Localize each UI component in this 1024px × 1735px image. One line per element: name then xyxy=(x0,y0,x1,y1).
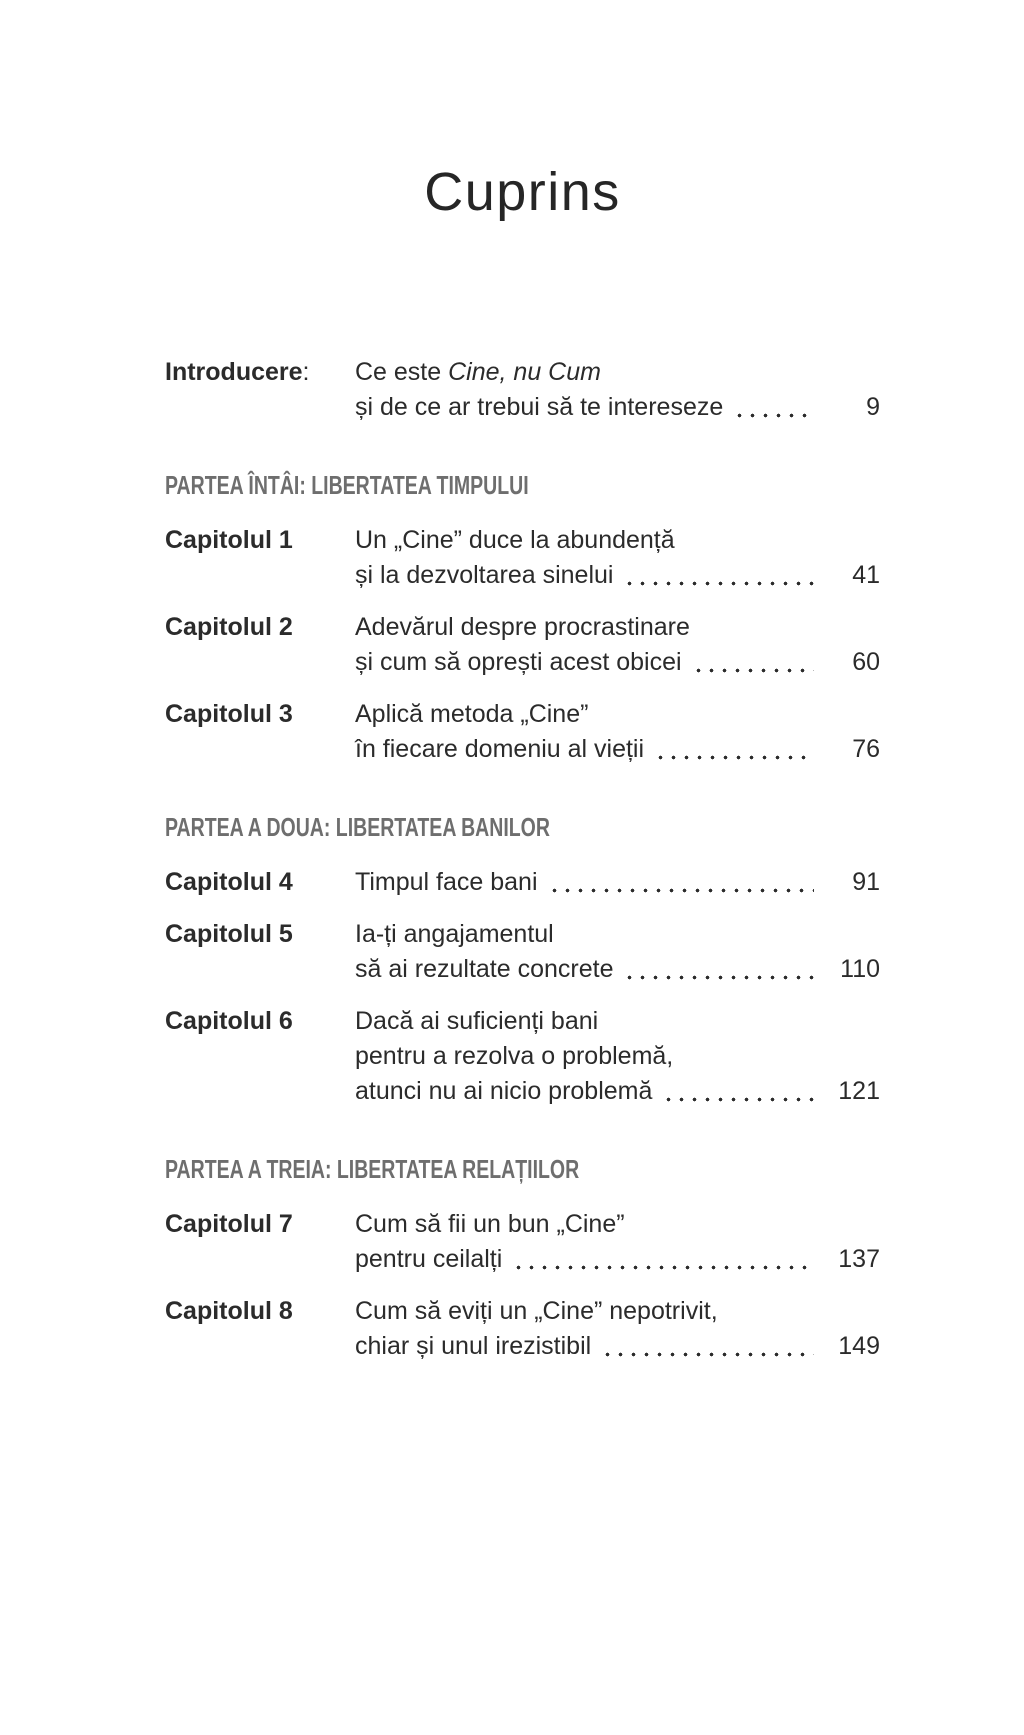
part-heading-1: PARTEA ÎNTÂI: LIBERTATEA TIMPULUI xyxy=(165,470,529,500)
dot-leader xyxy=(692,645,814,680)
dot-leader xyxy=(601,1329,814,1364)
toc-entry-capitolul-8 xyxy=(165,1294,880,1364)
entry-line xyxy=(355,1039,880,1074)
entry-title-line: să ai rezultate concrete xyxy=(355,955,614,983)
entry-line xyxy=(355,1207,880,1242)
entry-title-line: Cum să fii un bun „Cine” xyxy=(355,1210,625,1238)
entry-title-italic: Cine, nu Cum xyxy=(448,358,601,386)
entry-line xyxy=(355,523,880,558)
entry-body xyxy=(355,1294,880,1364)
entry-title-line: Timpul face bani xyxy=(355,868,538,896)
entry-body xyxy=(355,523,880,593)
entry-label: Capitolul 3 xyxy=(165,700,293,728)
dot-leader xyxy=(733,390,814,425)
entry-title-line: atunci nu ai nicio problemă xyxy=(355,1077,653,1105)
entry-body xyxy=(355,917,880,987)
entry-label-colon: : xyxy=(302,358,310,386)
toc-entry-capitolul-6 xyxy=(165,1004,880,1109)
entry-line xyxy=(355,697,880,732)
dot-leader xyxy=(512,1242,814,1277)
toc-entry-capitolul-1 xyxy=(165,523,880,593)
entry-label: Capitolul 5 xyxy=(165,920,293,948)
entry-label: Capitolul 7 xyxy=(165,1210,293,1238)
page-number: 91 xyxy=(852,868,880,896)
entry-title-line: Un „Cine” duce la abundență xyxy=(355,526,675,554)
entry-line xyxy=(355,1242,880,1277)
entry-title-line: Ia-ți angajamentul xyxy=(355,920,554,948)
entry-title-line: Adevărul despre procrastinare xyxy=(355,613,690,641)
entry-body xyxy=(355,697,880,767)
entry-title-line: și la dezvoltarea sinelui xyxy=(355,561,614,589)
toc-entry-capitolul-5 xyxy=(165,917,880,987)
entry-line xyxy=(355,1074,880,1109)
entry-title-line: chiar și unul irezistibil xyxy=(355,1332,592,1360)
entry-title-prefix: Ce este xyxy=(355,358,449,386)
entry-body xyxy=(355,865,880,900)
entry-title-line: Aplică metoda „Cine” xyxy=(355,700,589,728)
entry-line xyxy=(355,1004,880,1039)
entry-body xyxy=(355,1207,880,1277)
entry-line xyxy=(355,1329,880,1364)
toc-page xyxy=(0,160,1024,1735)
page-number: 76 xyxy=(852,735,880,763)
toc-entry-introducere xyxy=(165,355,880,425)
part-heading-2: PARTEA A DOUA: LIBERTATEA BANILOR xyxy=(165,812,550,842)
entry-label: Capitolul 6 xyxy=(165,1007,293,1035)
entry-line xyxy=(355,390,880,425)
entry-line xyxy=(355,610,880,645)
page-number: 9 xyxy=(866,393,880,421)
entry-label: Capitolul 8 xyxy=(165,1297,293,1325)
entry-title-line: în fiecare domeniu al vieții xyxy=(355,735,645,763)
table-of-contents xyxy=(165,355,880,1364)
entry-line xyxy=(355,917,880,952)
dot-leader xyxy=(654,732,814,767)
entry-line xyxy=(355,865,880,900)
entry-line xyxy=(355,952,880,987)
toc-entry-capitolul-7 xyxy=(165,1207,880,1277)
dot-leader xyxy=(623,952,814,987)
entry-line xyxy=(355,355,880,390)
page-number: 137 xyxy=(838,1245,880,1273)
entry-title-line xyxy=(355,355,601,390)
page-title: Cuprins xyxy=(424,162,621,222)
entry-label: Capitolul 1 xyxy=(165,526,293,554)
part-heading-3: PARTEA A TREIA: LIBERTATEA RELAȚIILOR xyxy=(165,1154,580,1184)
toc-entry-capitolul-2 xyxy=(165,610,880,680)
dot-leader xyxy=(662,1074,814,1109)
page-number: 110 xyxy=(840,955,880,983)
page-number: 121 xyxy=(838,1077,880,1105)
page-number: 149 xyxy=(838,1332,880,1360)
entry-label: Capitolul 4 xyxy=(165,868,293,896)
entry-body xyxy=(355,610,880,680)
entry-title-line: și cum să oprești acest obicei xyxy=(355,648,682,676)
dot-leader xyxy=(548,865,815,900)
entry-line xyxy=(355,645,880,680)
entry-title-line: Dacă ai suficienți bani xyxy=(355,1007,599,1035)
dot-leader xyxy=(623,558,814,593)
page-number: 41 xyxy=(852,561,880,589)
entry-line xyxy=(355,1294,880,1329)
page-number: 60 xyxy=(852,648,880,676)
entry-line xyxy=(355,732,880,767)
entry-body xyxy=(355,1004,880,1109)
toc-entry-capitolul-3 xyxy=(165,697,880,767)
entry-label-text: Introducere xyxy=(165,358,303,386)
entry-line xyxy=(355,558,880,593)
entry-title-line: pentru a rezolva o problemă, xyxy=(355,1042,674,1070)
entry-title-line: și de ce ar trebui să te intereseze xyxy=(355,393,724,421)
entry-body xyxy=(355,355,880,425)
toc-entry-capitolul-4 xyxy=(165,865,880,900)
entry-label xyxy=(165,355,355,390)
entry-title-line: Cum să eviți un „Cine” nepotrivit, xyxy=(355,1297,718,1325)
entry-label: Capitolul 2 xyxy=(165,613,293,641)
entry-title-line: pentru ceilalți xyxy=(355,1245,503,1273)
